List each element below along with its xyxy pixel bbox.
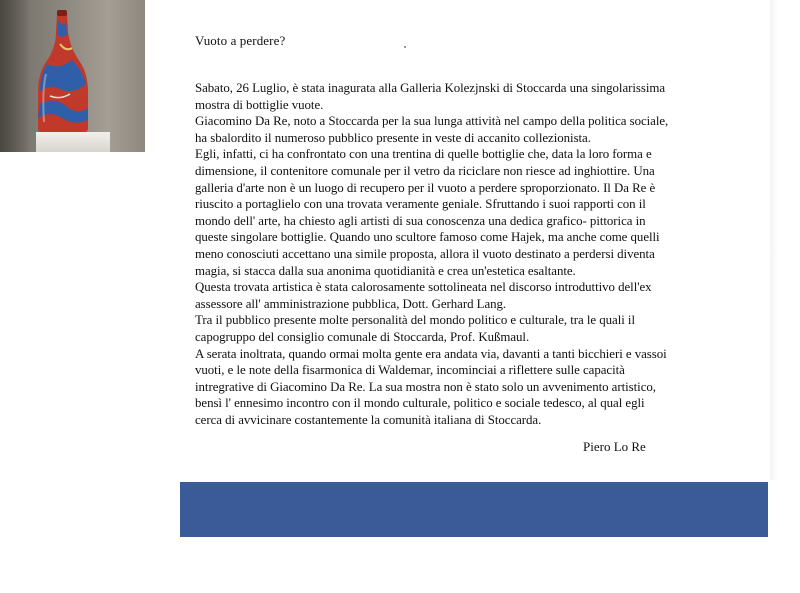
article-line: dimensione, il contenitore comunale per il vetro da riciclare non riesce ad inghiottire. Una	[195, 163, 655, 178]
article-line: queste singolare bottiglie. Quando uno scultore famoso come Hajek, ma anche come quelli	[195, 230, 660, 245]
scanned-article	[180, 0, 770, 593]
article-line: ha sbalordito il numeroso pubblico presente in veste di accanito collezionista.	[195, 130, 591, 145]
article-line: vuoti, e le note della fisarmonica di Waldemar, incominciai a riflettere sulle capacità	[195, 363, 625, 378]
article-line: Sabato, 26 Luglio, è stata inagurata alla Galleria Kolezjnski di Stoccarda una singolarissima	[195, 81, 666, 95]
article-line: Giacomino Da Re, noto a Stoccarda per la sua lunga attività nel campo della politica sociale,	[195, 114, 669, 129]
article-line: A serata inoltrata, quando ormai molta gente era andata via, davanti a tanti bicchieri e vassoi	[195, 346, 667, 361]
article-line: meno conosciuti accettano una simile proposta, allora il vuoto destinato a perdersi diventa	[195, 246, 655, 261]
article-line: intregrative di Giacomino Da Re. La sua mostra non è stato solo un avvenimento artistico,	[195, 379, 656, 394]
scan-edge	[770, 0, 778, 480]
article-line: capogruppo del consiglio comunale di Stoccarda, Prof. Kußmaul.	[195, 329, 530, 344]
article-line: mondo dell' arte, ha chiesto agli artisti di sua conoscenza una dedica grafico- pittorica in	[195, 213, 646, 228]
article-body	[195, 80, 765, 428]
article-line: assessore all' amministrazione pubblica, Dott. Gerhard Lang.	[195, 296, 507, 311]
scan-speck	[404, 46, 406, 48]
article-line: mostra di bottiglie vuote.	[195, 97, 324, 112]
article-line: bensì l' ennesimo incontro con il mondo culturale, politico e sociale tedesco, al qual egli	[195, 396, 645, 411]
article-line: magia, si stacca dalla sua anonima quotidianità e crea un'estetica esaltante.	[195, 263, 576, 278]
article-line: cerca di avvicinare costantemente la comunità italiana di Stoccarda.	[195, 412, 542, 427]
footer-band	[180, 482, 768, 537]
article-line: Egli, infatti, ci ha confrontato con una trentina di quelle bottiglie che, data la loro forma e	[195, 147, 652, 162]
article-line: Tra il pubblico presente molte personalità del mondo politico e culturale, tra le quali il	[195, 313, 635, 328]
author-signature: Piero Lo Re	[583, 439, 646, 454]
article-line: riuscito a portaglielo con una trovata veramente geniale. Sfruttando i suoi rapporti con il	[195, 197, 646, 212]
painted-bottle-photo[interactable]	[0, 0, 145, 152]
article-title: Vuoto a perdere?	[195, 33, 286, 48]
article-line: galleria d'arte non è un luogo di recupero per il vuoto a perdere sproporzionato. Il Da Re è	[195, 180, 656, 195]
pedestal	[36, 132, 110, 152]
article-line: Questa trovata artistica è stata calorosamente sottolineata nel discorso introduttivo dell'ex	[195, 280, 652, 295]
bottle-icon	[0, 0, 145, 152]
